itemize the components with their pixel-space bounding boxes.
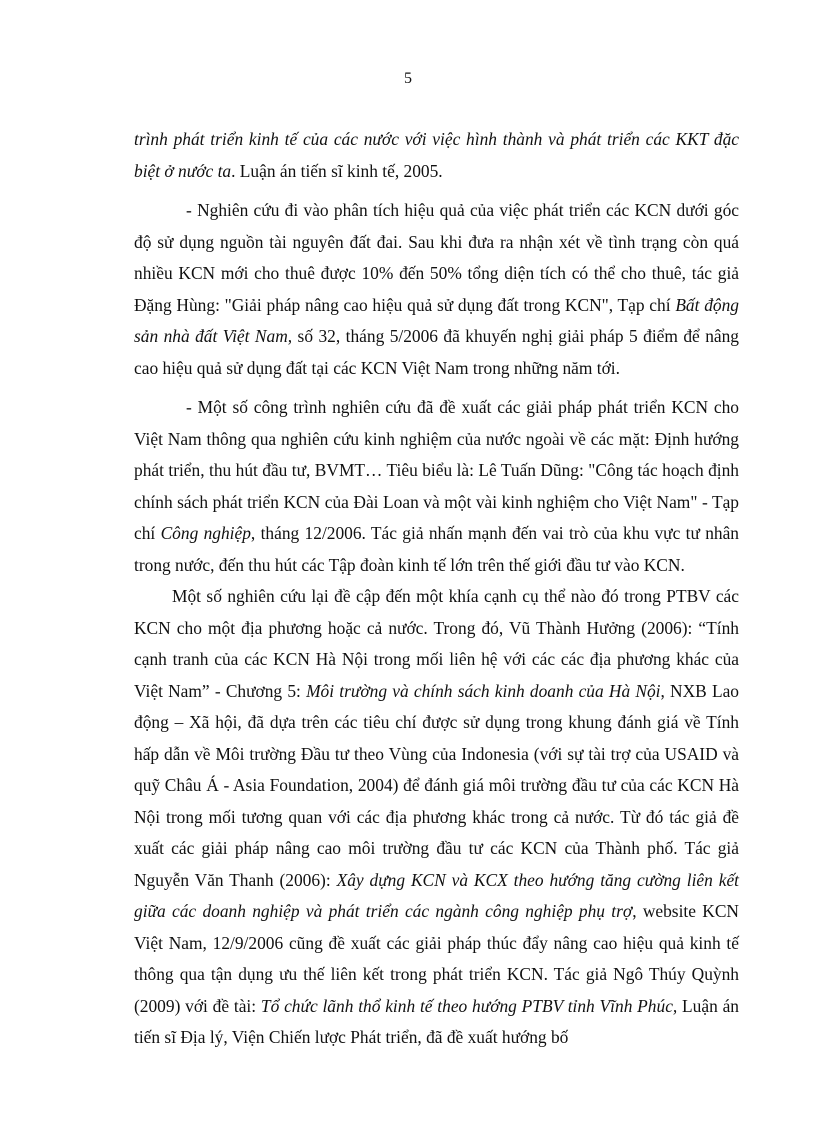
text-run: - Một số công trình nghiên cứu đã đề xuất các giải pháp phát triển KCN cho Việt Nam thông qua nghiên cứu kinh nghiệm của nước ngoài về các mặt: Định hướng phát triển, thu hút đầu tư, BVMT… Tiêu biểu là: Lê Tuấn Dũng: "Công tác hoạch định chính sách phát triển KCN của Đài Loan và một vài kinh nghiệm cho Việt Nam" - Tạp chí (134, 397, 739, 543)
body-text (134, 124, 739, 1054)
paragraph-continuation (134, 124, 739, 187)
text-run: , tháng 12/2006. Tác giả nhấn mạnh đến vai trò của khu vực tư nhân trong nước, đến thu hút các Tập đoàn kinh tế lớn trên thế giới đầu tư vào KCN. (134, 523, 739, 575)
italic-text-run: Bất động sản nhà đất Việt Nam, (134, 294, 739, 346)
italic-text-run: Môi trường và chính sách kinh doanh của Hà Nội (306, 680, 661, 701)
italic-text-run: Công nghiệp (160, 523, 251, 543)
text-run: , NXB Lao động – Xã hội, đã dựa trên các tiêu chí được sử dụng trong khung đánh giá về Tính hấp dẫn về Môi trường Đầu tư theo Vùng của Indonesia (với sự tài trợ của USAID và quỹ Châu Á - Asia Foundation, 2004) để đánh giá môi trường đầu tư của các KCN Hà Nội trong mối tương quan với các địa phương khác trong cả nước. Từ đó tác giả đề xuất các giải pháp nâng cao môi trường đầu tư các KCN của Thành phố. Tác giả Nguyễn Văn Thanh (2006): (134, 680, 739, 890)
text-run: Một số nghiên cứu lại đề cập đến một khía cạnh cụ thể nào đó trong PTBV các KCN cho một địa phương hoặc cả nước. Trong đó, Vũ Thành Hưởng (2006): “Tính cạnh tranh của các KCN Hà Nội trong mối liên hệ với các các địa phương khác của Việt Nam” - Chương 5: (134, 586, 739, 701)
paragraph-land-use-study (134, 195, 739, 384)
text-run: - Nghiên cứu đi vào phân tích hiệu quả của việc phát triển các KCN dưới góc độ sử dụng nguồn tài nguyên đất đai. Sau khi đưa ra nhận xét về tình trạng còn quá nhiều KCN mới cho thuê được 10% đến 50% tổng diện tích có thể cho thuê, tác giả Đặng Hùng: "Giải pháp nâng cao hiệu quả sử dụng đất trong KCN", Tạp chí (134, 200, 739, 315)
page-number: 5 (404, 70, 412, 87)
text-run: , website KCN Việt Nam, 12/9/2006 cũng đề xuất các giải pháp thúc đẩy nâng cao hiệu quả kinh tế thông qua tận dụng ưu thế liên kết trong phát triển KCN. Tác giả Ngô Thúy Quỳnh (2009) với đề tài: (134, 901, 739, 1016)
text-run: . Luận án tiến sĩ kinh tế, 2005. (231, 160, 443, 181)
paragraph-local-studies (134, 581, 739, 1054)
text-run: Luận án tiến sĩ Địa lý, Viện Chiến lược Phát triển, đã đề xuất hướng bố (134, 995, 740, 1047)
italic-text-run: Tổ chức lãnh thổ kinh tế theo hướng PTBV tỉnh Vĩnh Phúc, (260, 995, 678, 1016)
italic-text-run: Xây dựng KCN và KCX theo hướng tăng cường liên kết giữa các doanh nghiệp và phát triển các ngành công nghiệp phụ trợ (134, 869, 739, 921)
paragraph-foreign-experience (134, 392, 739, 581)
italic-text-run: trình phát triển kinh tế của các nước với việc hình thành và phát triển các KKT đặc biệt ở nước ta (134, 129, 739, 181)
text-run: số 32, tháng 5/2006 đã khuyến nghị giải pháp 5 điểm để nâng cao hiệu quả sử dụng đất tại các KCN Việt Nam trong những năm tới. (134, 326, 739, 378)
